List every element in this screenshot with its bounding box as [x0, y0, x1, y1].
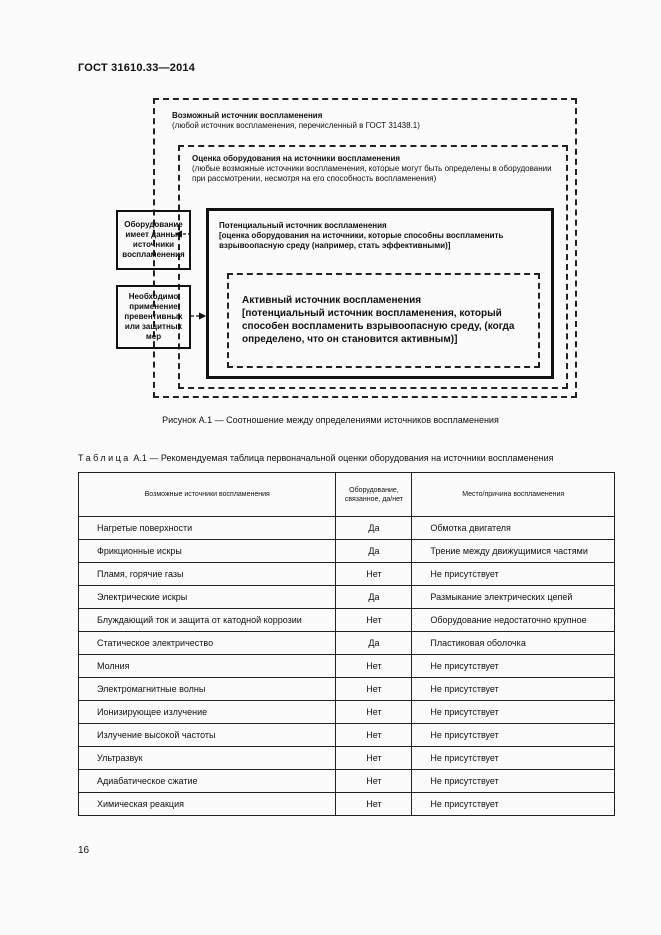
cell-cause: Не присутствует	[412, 770, 615, 793]
cell-related: Нет	[336, 701, 412, 724]
table-row	[79, 632, 615, 655]
table-row	[79, 609, 615, 632]
page-number: 16	[78, 845, 90, 856]
box2-text: (любые возможные источники воспламенения, которые могут быть определены в оборудовании при рассмотрении, несмотря на его способность воспламенения)	[192, 164, 552, 183]
cell-source: Блуждающий ток и защита от катодной коррозии	[79, 609, 336, 632]
cell-source: Электрические искры	[79, 586, 336, 609]
figure-caption: Рисунок А.1 — Соотношение между определениями источников воспламенения	[162, 415, 499, 425]
cell-source: Статическое электричество	[79, 632, 336, 655]
box2-title: Оценка оборудования на источники воспламенения	[192, 154, 401, 163]
cell-cause: Пластиковая оболочка	[412, 632, 615, 655]
cell-related: Нет	[336, 793, 412, 816]
cell-related: Нет	[336, 678, 412, 701]
table-caption	[78, 453, 554, 463]
cell-related: Нет	[336, 724, 412, 747]
cell-related: Да	[336, 540, 412, 563]
header-sources: Возможные источники воспламенения	[79, 473, 336, 517]
header-equipment-related: Оборудование, связанное, да/нет	[336, 473, 412, 517]
table-row	[79, 747, 615, 770]
table-label: Таблица	[78, 453, 131, 463]
header-place-cause: Место/причина воспламенения	[412, 473, 615, 517]
cell-cause: Оборудование недостаточно крупное	[412, 609, 615, 632]
cell-related: Да	[336, 517, 412, 540]
cell-source: Излучение высокой частоты	[79, 724, 336, 747]
table-row	[79, 563, 615, 586]
table-row	[79, 517, 615, 540]
box1-text: (любой источник воспламенения, перечисленный в ГОСТ 31438.1)	[172, 121, 420, 130]
table-row	[79, 540, 615, 563]
ignition-sources-table	[78, 472, 615, 816]
table-header-row	[79, 473, 615, 517]
box1-title: Возможный источник воспламенения	[172, 111, 323, 120]
cell-source: Химическая реакция	[79, 793, 336, 816]
cell-cause: Обмотка двигателя	[412, 517, 615, 540]
cell-related: Нет	[336, 563, 412, 586]
box4-title: Активный источник воспламенения	[242, 295, 422, 306]
cell-related: Нет	[336, 770, 412, 793]
cell-related: Нет	[336, 747, 412, 770]
cell-source: Фрикционные искры	[79, 540, 336, 563]
cell-related: Нет	[336, 655, 412, 678]
cell-cause: Не присутствует	[412, 724, 615, 747]
cell-source: Пламя, горячие газы	[79, 563, 336, 586]
table-row	[79, 678, 615, 701]
cell-cause: Не присутствует	[412, 747, 615, 770]
box3-title: Потенциальный источник воспламенения	[219, 221, 387, 230]
cell-source: Нагретые поверхности	[79, 517, 336, 540]
cell-source: Молния	[79, 655, 336, 678]
cell-source: Адиабатическое сжатие	[79, 770, 336, 793]
cell-source: Ионизирующее излучение	[79, 701, 336, 724]
table-row	[79, 701, 615, 724]
cell-cause: Не присутствует	[412, 678, 615, 701]
table-number: А.1	[133, 453, 147, 463]
box4-text: [потенциальный источник воспламенения, который способен воспламенить взрывоопасную среду, (когда определено, что он становится активным)]	[242, 308, 515, 345]
table-row	[79, 586, 615, 609]
cell-cause: Не присутствует	[412, 701, 615, 724]
table-row	[79, 724, 615, 747]
cell-cause: Размыкание электрических цепей	[412, 586, 615, 609]
cell-source: Электромагнитные волны	[79, 678, 336, 701]
cell-source: Ультразвук	[79, 747, 336, 770]
document-header: ГОСТ 31610.33—2014	[78, 62, 196, 74]
table-row	[79, 655, 615, 678]
table-title: — Рекомендуемая таблица первоначальной оценки оборудования на источники воспламенения	[149, 453, 554, 463]
side-box-2-text: Необходимо применение превентивных или защитных мер	[124, 292, 183, 341]
cell-cause: Не присутствует	[412, 793, 615, 816]
cell-related: Да	[336, 586, 412, 609]
table-row	[79, 770, 615, 793]
cell-cause: Не присутствует	[412, 655, 615, 678]
table-row	[79, 793, 615, 816]
cell-cause: Не присутствует	[412, 563, 615, 586]
cell-related: Нет	[336, 609, 412, 632]
side-box-1-text: Оборудование имеет данные источники воспламенения	[122, 220, 185, 259]
cell-cause: Трение между движущимися частями	[412, 540, 615, 563]
cell-related: Да	[336, 632, 412, 655]
box3-text: [оценка оборудования на источники, которые способны воспламенить взрывоопасную среду (например, стать эффективными)]	[219, 231, 504, 250]
